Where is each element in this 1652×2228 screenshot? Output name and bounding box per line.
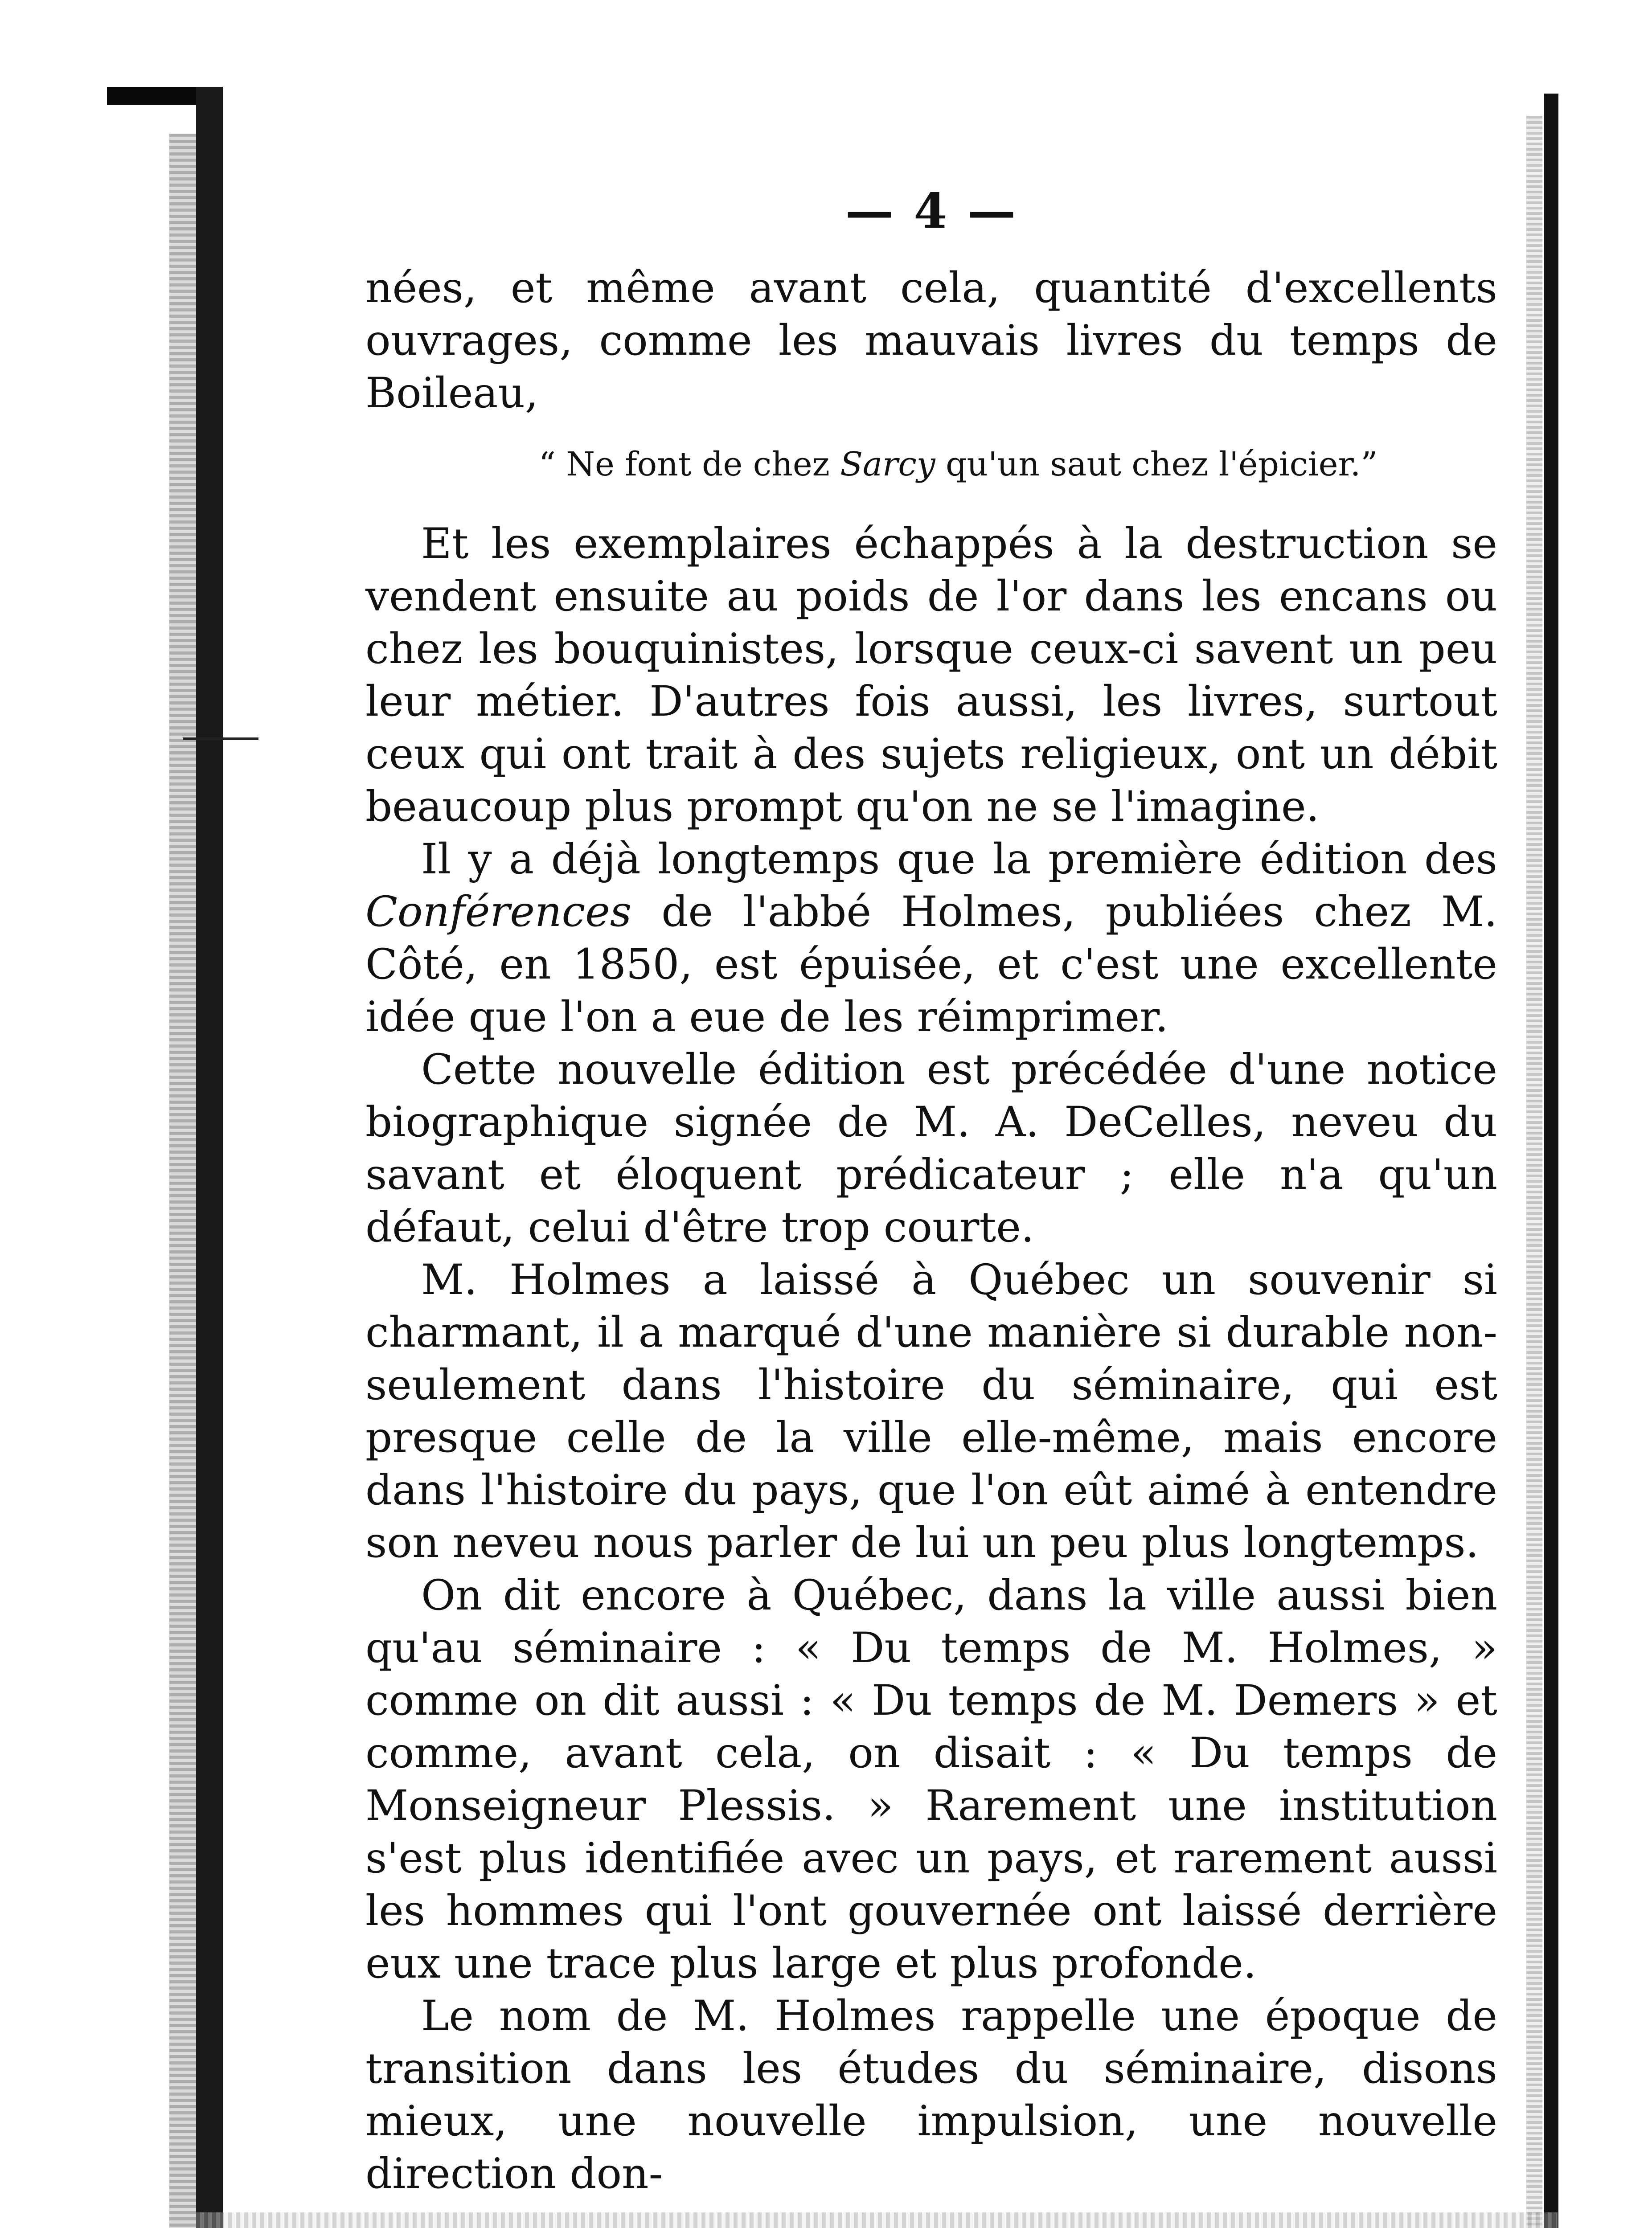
scan-border-right — [1544, 94, 1558, 2228]
margin-mark — [183, 737, 258, 740]
paragraph-souvenir: M. Holmes a laissé à Québec un souvenir si charmant, il a marqué d'une manière si durable non-seulement dans l'histoire du séminaire, qui est presque celle de la ville elle-même, mais encore dans l'histoire du pays, que l'on eût aimé à entendre son neveu nous parler de lui un peu plus longtemps. — [365, 1256, 1497, 1567]
scan-binding-shadow-right — [1526, 116, 1542, 2228]
scan-edge-shadow-bottom — [196, 2212, 1558, 2228]
paragraph-conferences-after: de l'abbé Holmes, publiées chez M. Côté, en 1850, est épuisée, et c'est une excellente idée que l'on a eue de les réimprimer. — [365, 888, 1497, 1041]
verse-quote — [365, 442, 1497, 487]
paragraph-transition: Le nom de M. Holmes rappelle une époque de transition dans les études du séminaire, disons mieux, une nouvelle impulsion, une nouvelle direction don- — [365, 1992, 1497, 2198]
paragraph-continued: nées, et même avant cela, quantité d'excellents ouvrages, comme les mauvais livres du temps de Boileau, — [365, 264, 1497, 418]
paragraph-du-temps: On dit encore à Québec, dans la ville aussi bien qu'au séminaire : « Du temps de M. Holmes, » comme on dit aussi : « Du temps de M. Demers » et comme, avant cela, on disait : « Du temps de Monseigneur Plessis. » Rarement une institution s'est plus identifiée avec un pays, et rarement aussi les hommes qui l'ont gouvernée ont laissé derrière eux une trace plus large et plus profonde. — [365, 1571, 1497, 1988]
paragraph-nouvelle-edition: Cette nouvelle édition est précédée d'une notice biographique signée de M. A. DeCelles, neveu du savant et éloquent prédicateur ; elle n'a qu'un défaut, celui d'être trop courte. — [365, 1045, 1497, 1252]
scan-border-left — [196, 87, 223, 2228]
quote-text-after: qu'un saut chez l'épicier.” — [935, 445, 1378, 483]
book-page — [365, 183, 1497, 2200]
paragraph-conferences-before: Il y a déjà longtemps que la première édition des — [421, 835, 1497, 884]
book-title: Conférences — [365, 888, 632, 936]
paragraph-exemplaires: Et les exemplaires échappés à la destruction se vendent ensuite au poids de l'or dans les encans ou chez les bouquinistes, lorsque ceux-ci savent un peu leur métier. D'autres fois aussi, les livres, surtout ceux qui ont trait à des sujets religieux, ont un débit beaucoup plus prompt qu'on ne se l'imagine. — [365, 520, 1497, 831]
scan-binding-shadow-left — [169, 134, 196, 2228]
quote-text-before: “ Ne font de chez — [538, 445, 840, 483]
page-number: — 4 — — [845, 183, 1018, 239]
quote-name: Sarcy — [840, 445, 935, 483]
paragraph-conferences — [365, 833, 1497, 1044]
